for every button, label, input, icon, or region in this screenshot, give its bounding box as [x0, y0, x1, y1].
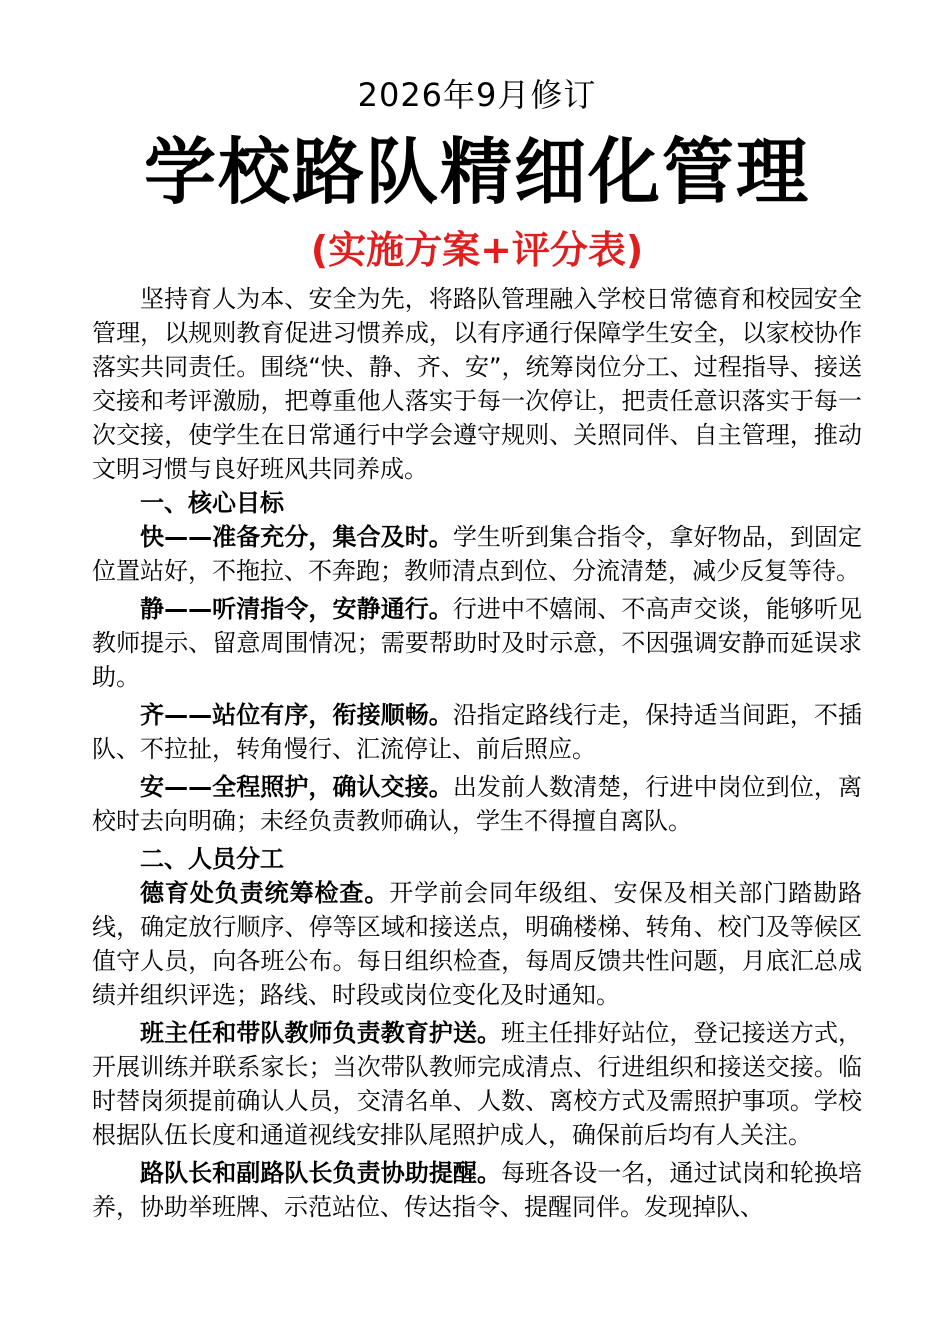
document-subtitle: (实施方案+评分表)	[310, 228, 644, 272]
role-item-team-leaders	[92, 1156, 862, 1224]
item-text: 每班各设一名，通过试岗和轮换培养，协助举班牌、示范站位、传达指令、提醒同伴。发现掉队、	[92, 1159, 863, 1221]
item-text: 沿指定路线行走，保持适当间距，不插队、不拉扯，转角慢行、汇流停让、前后照应。	[92, 701, 863, 763]
intro-paragraph: 坚持育人为本、安全为先，将路队管理融入学校日常德育和校园安全管理，以规则教育促进习惯养成，以有序通行保障学生安全，以家校协作落实共同责任。围绕“快、静、齐、安”，统筹岗位分工、过程指导、接送交接和考评激励，把尊重他人落实于每一次停让，把责任意识落实于每一次交接，使学生在日常通行中学会遵守规则、关照同伴、自主管理，推动文明习惯与良好班风共同养成。	[92, 285, 862, 483]
item-lead: 路队长和副路队长负责协助提醒。	[140, 1159, 502, 1187]
goal-item-orderly	[92, 698, 862, 766]
item-text: 出发前人数清楚，行进中岗位到位，离校时去向明确；未经负责教师确认，学生不得擅自离队。	[92, 773, 863, 835]
item-lead: 快——准备充分，集合及时。	[140, 523, 453, 551]
goal-item-fast	[92, 520, 862, 588]
item-lead: 安——全程照护，确认交接。	[140, 773, 453, 801]
section-heading-roles: 二、人员分工	[140, 845, 284, 873]
role-item-teachers	[92, 1016, 862, 1152]
item-text: 行进中不嬉闹、不高声交谈，能够听见教师提示、留意周围情况；需要帮助时及时示意，不因强调安静而延误求助。	[92, 595, 863, 691]
document-title: 学校路队精细化管理	[143, 130, 810, 214]
goal-item-quiet	[92, 592, 862, 694]
section-heading-goals: 一、核心目标	[140, 489, 284, 517]
revision-date: 2026年9月修订	[357, 76, 597, 114]
item-lead: 齐——站位有序，衔接顺畅。	[140, 701, 453, 729]
document-page	[92, 70, 862, 1228]
item-text: 开学前会同年级组、安保及相关部门踏勘路线，确定放行顺序、停等区域和接送点，明确楼梯、转角、校门及等候区值守人员，向各班公布。每日组织检查，每周反馈共性问题，月底汇总成绩并组织评选；路线、时段或岗位变化及时通知。	[92, 879, 863, 1009]
item-text: 学生听到集合指令，拿好物品，到固定位置站好，不拖拉、不奔跑；教师清点到位、分流清楚，减少反复等待。	[92, 523, 863, 585]
role-item-moral-office	[92, 876, 862, 1012]
item-lead: 德育处负责统筹检查。	[140, 879, 390, 907]
item-text: 班主任排好站位，登记接送方式，开展训练并联系家长；当次带队教师完成清点、行进组织和接送交接。临时替岗须提前确认人员，交清名单、人数、离校方式及需照护事项。学校根据队伍长度和通道视线安排队尾照护成人，确保前后均有人关注。	[92, 1019, 863, 1149]
item-lead: 班主任和带队教师负责教育护送。	[140, 1019, 502, 1047]
item-lead: 静——听清指令，安静通行。	[140, 595, 453, 623]
goal-item-safe	[92, 770, 862, 838]
